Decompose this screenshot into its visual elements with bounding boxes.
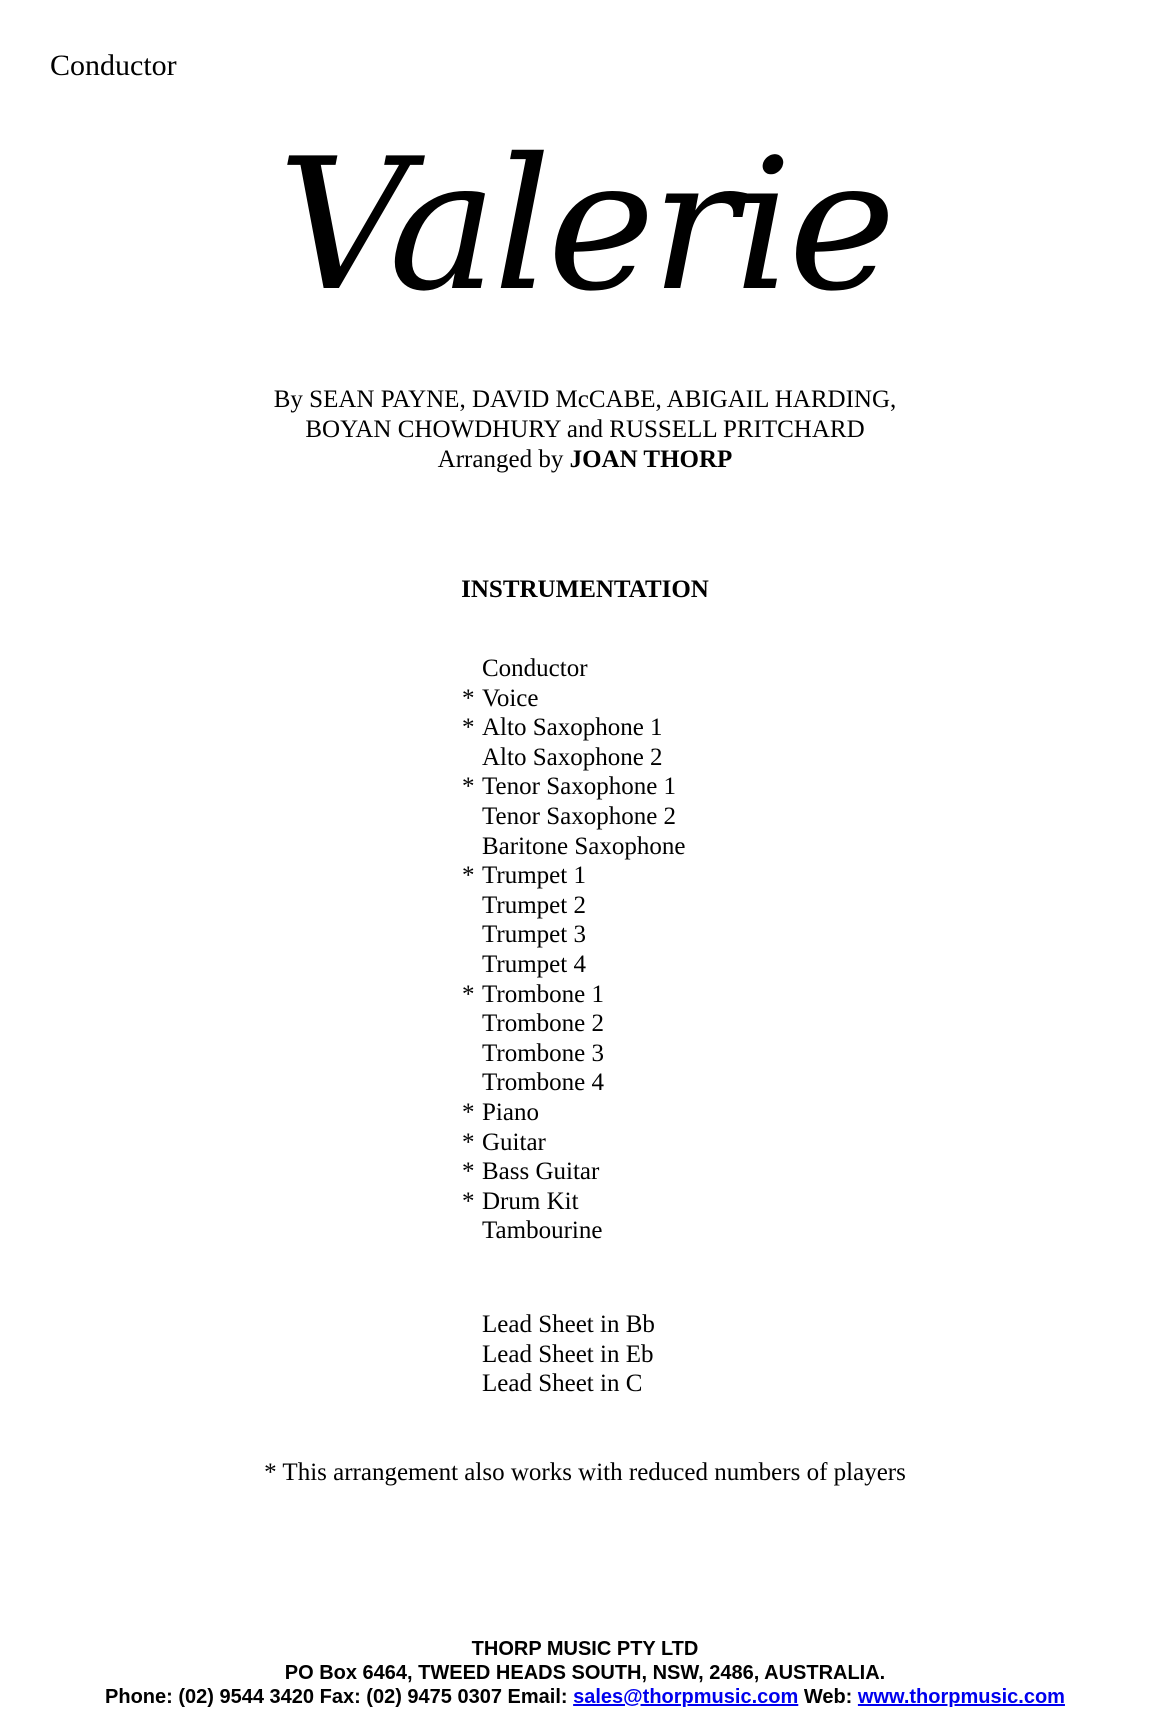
phone-label: Phone:	[105, 1686, 173, 1708]
lead-sheet-item: Lead Sheet in Bb	[482, 1311, 655, 1338]
instrument-name: Voice	[482, 684, 539, 712]
lead-sheet-list	[462, 1310, 655, 1399]
fax-label: Fax:	[319, 1686, 361, 1708]
reduced-players-marker: *	[462, 980, 475, 1008]
instrument-item	[462, 950, 685, 980]
instrument-item	[462, 713, 685, 743]
instrument-name: Trombone 1	[482, 980, 605, 1008]
credits-arranger-line	[0, 445, 1170, 475]
instrument-name: Trombone 3	[482, 1039, 605, 1067]
instrument-item	[462, 684, 685, 714]
email-link[interactable]: sales@thorpmusic.com	[573, 1686, 799, 1708]
reduced-players-marker: *	[462, 862, 475, 890]
lead-sheet-item: Lead Sheet in C	[482, 1370, 643, 1398]
instrument-name: Alto Saxophone 2	[482, 743, 663, 771]
credits-writers-line-1: By SEAN PAYNE, DAVID McCABE, ABIGAIL HARDING,	[273, 386, 897, 413]
publisher-address: PO Box 6464, TWEED HEADS SOUTH, NSW, 2486, AUSTRALIA.	[284, 1662, 886, 1684]
reduced-players-marker: *	[462, 1128, 475, 1156]
instrument-name: Bass Guitar	[482, 1158, 600, 1186]
instrument-name: Trumpet 3	[482, 921, 586, 949]
instrument-name: Conductor	[482, 655, 588, 682]
instrument-name: Trumpet 4	[482, 950, 586, 978]
instrument-name: Alto Saxophone 1	[482, 714, 663, 742]
arranger-name: JOAN THORP	[569, 446, 733, 473]
instrument-name: Piano	[482, 1098, 539, 1126]
instrument-item	[462, 1098, 685, 1128]
publisher-footer	[0, 1637, 1170, 1709]
credits-writers-line-2: BOYAN CHOWDHURY and RUSSELL PRITCHARD	[305, 416, 865, 443]
instrument-list	[462, 654, 685, 1246]
email-label: Email:	[507, 1686, 568, 1708]
reduced-players-marker: *	[462, 684, 475, 712]
instrument-name: Trumpet 1	[482, 862, 586, 890]
reduced-players-marker: *	[462, 1158, 475, 1186]
arranged-by-label: Arranged by	[437, 446, 564, 473]
instrumentation-heading: INSTRUMENTATION	[461, 576, 709, 603]
instrument-name: Trombone 4	[482, 1069, 605, 1097]
publisher-name: THORP MUSIC PTY LTD	[471, 1638, 699, 1660]
instrument-item	[462, 1187, 685, 1217]
instrument-name: Tenor Saxophone 2	[482, 802, 677, 830]
song-title: Valerie	[277, 119, 893, 331]
instrument-item	[462, 1128, 685, 1158]
web-label: Web:	[803, 1686, 853, 1708]
publisher-contact-line	[0, 1685, 1170, 1709]
instrument-item	[462, 1216, 685, 1246]
fax-number: (02) 9475 0307	[366, 1686, 502, 1708]
instrument-name: Trumpet 2	[482, 891, 586, 919]
reduced-players-marker: *	[462, 714, 475, 742]
instrument-name: Trombone 2	[482, 1010, 605, 1038]
website-link[interactable]: www.thorpmusic.com	[857, 1686, 1065, 1708]
instrument-item	[462, 654, 685, 684]
credits-block	[0, 385, 1170, 475]
reduced-players-marker: *	[462, 773, 475, 801]
instrument-item	[462, 832, 685, 862]
instrument-item	[462, 1009, 685, 1039]
instrument-item	[462, 772, 685, 802]
instrument-name: Tenor Saxophone 1	[482, 773, 677, 801]
instrument-name: Drum Kit	[482, 1187, 579, 1215]
instrument-item	[462, 861, 685, 891]
instrument-name: Baritone Saxophone	[482, 832, 686, 860]
instrument-item	[462, 1039, 685, 1069]
instrument-item	[462, 920, 685, 950]
instrument-name: Guitar	[482, 1128, 546, 1156]
reduced-players-marker: *	[462, 1098, 475, 1126]
phone-number: (02) 9544 3420	[178, 1686, 315, 1708]
instrument-item	[462, 802, 685, 832]
part-label: Conductor	[50, 49, 177, 82]
reduced-players-marker: *	[462, 1187, 475, 1215]
instrument-item	[462, 1157, 685, 1187]
instrument-name: Tambourine	[482, 1217, 603, 1245]
instrument-item	[462, 743, 685, 773]
footnote: * This arrangement also works with reduced numbers of players	[264, 1459, 906, 1486]
lead-sheet-item: Lead Sheet in Eb	[482, 1340, 654, 1368]
instrument-item	[462, 891, 685, 921]
instrument-item	[462, 980, 685, 1010]
instrument-item	[462, 1068, 685, 1098]
